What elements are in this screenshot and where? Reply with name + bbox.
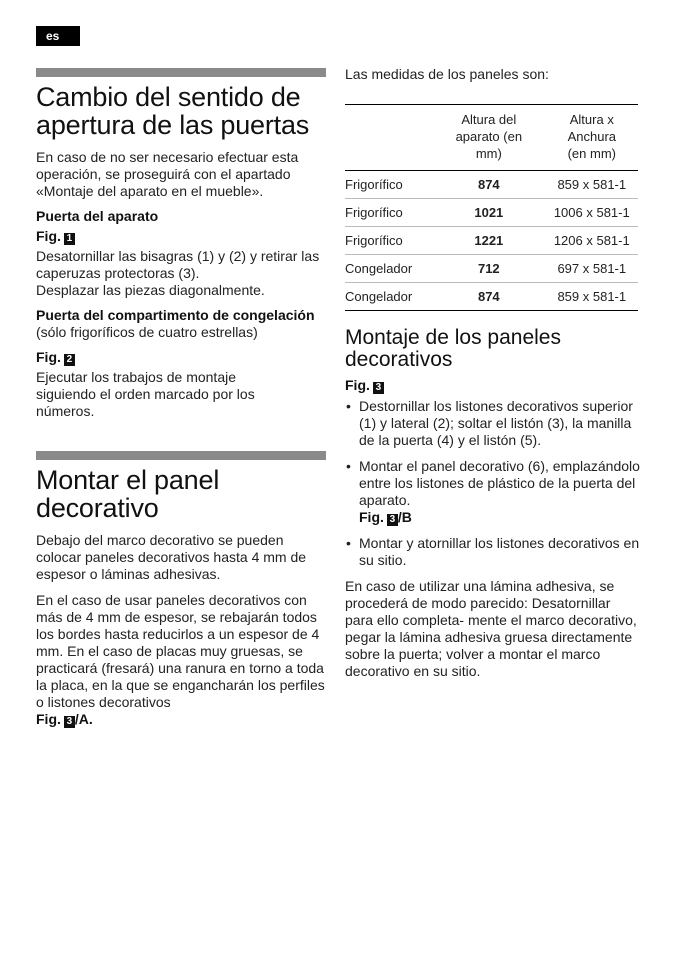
- language-tag: es: [36, 26, 80, 46]
- section-title-panel-mounting: Montaje de los paneles decorativos: [345, 326, 561, 371]
- step-text: Montar el panel decorativo (6), emplazándolo entre los listones de plástico de la puerta del aparato.: [359, 458, 640, 508]
- figure-label: Fig.: [359, 509, 384, 525]
- appliance-door-text-2: Desplazar las piezas diagonalmente.: [36, 282, 265, 298]
- table-cell: Frigorífico: [345, 199, 432, 227]
- figure-label: Fig.: [345, 377, 370, 393]
- figure-ref-3: [345, 377, 640, 394]
- right-column: [345, 66, 640, 680]
- table-cell: 697 x 581-1: [546, 255, 638, 283]
- table-cell: 1206 x 581-1: [546, 227, 638, 255]
- figure-suffix: /A.: [74, 711, 93, 727]
- table-cell: 1021: [432, 199, 546, 227]
- appliance-door-heading: Puerta del aparato: [36, 208, 159, 224]
- freezer-door-note: (sólo frigoríficos de cuatro estrellas): [36, 324, 258, 340]
- decor-panel-text-1: Debajo del marco decorativo se pueden colocar paneles decorativos hasta 4 mm de espesor o láminas adhesivas.: [36, 532, 307, 582]
- decor-panel-text-2: En el caso de usar paneles decorativos con más de 4 mm de espesor, se rebajarán todos los bordes hasta reducirlos a un espesor de 4 mm. En el caso de placas muy gruesas, se practicará (fresará) una ranura en torno a toda la placa, en la que se engancharán los perfiles o listones decorativos: [36, 592, 325, 710]
- step-text: Destornillar los listones decorativos superior (1) y lateral (2); soltar el listón (3), la manilla de la puerta (4) y el listón (5).: [359, 398, 633, 448]
- table-cell: 1221: [432, 227, 546, 255]
- figure-ref-3a: [36, 711, 326, 728]
- figure-label: Fig.: [36, 349, 61, 365]
- mounting-steps-list: [345, 398, 640, 569]
- figure-label: Fig.: [36, 711, 61, 727]
- table-cell: Frigorífico: [345, 227, 432, 255]
- figure-number-3: 3: [64, 716, 75, 728]
- table-cell: 859 x 581-1: [546, 171, 638, 199]
- figure-number-3: 3: [373, 382, 384, 394]
- left-column: [36, 68, 326, 728]
- panel-dimensions-table: [345, 104, 638, 311]
- list-item: [345, 458, 640, 526]
- table-cell: 874: [432, 171, 546, 199]
- door-reversal-intro: En caso de no ser necesario efectuar esta operación, se proseguirá con el apartado «Montaje del aparato en el mueble».: [36, 149, 299, 199]
- table-cell: 712: [432, 255, 546, 283]
- section-title-door-reversal: Cambio del sentido de apertura de las puertas: [36, 82, 310, 140]
- table-header: Altura x Anchura (en mm): [546, 105, 638, 171]
- figure-number-1: 1: [64, 233, 75, 245]
- table-row: [345, 283, 638, 311]
- table-cell: 874: [432, 283, 546, 311]
- table-cell: Congelador: [345, 283, 432, 311]
- table-cell: Frigorífico: [345, 171, 432, 199]
- figure-ref-3b: [359, 509, 640, 526]
- section-rule: [36, 451, 326, 460]
- table-cell: 1006 x 581-1: [546, 199, 638, 227]
- table-row: [345, 199, 638, 227]
- figure-number-2: 2: [64, 354, 75, 366]
- figure-ref-1: [36, 228, 326, 245]
- figure-number-3: 3: [387, 514, 398, 526]
- figure-suffix: /B: [397, 509, 412, 525]
- table-cell: 859 x 581-1: [546, 283, 638, 311]
- table-header: Altura del aparato (en mm): [432, 105, 546, 171]
- table-header: [345, 105, 432, 171]
- table-header-row: [345, 105, 638, 171]
- adhesive-sheet-text: En caso de utilizar una lámina adhesiva, se procederá de modo parecido: Desatornillar para ello completa- mente el marco decorativo, pegar la lámina adhesiva gruesa directamente sobre la puerta; volver a montar el marco decorativo en su sitio.: [345, 578, 637, 679]
- figure-ref-2: [36, 349, 326, 366]
- step-text: Montar y atornillar los listones decorativos en su sitio.: [359, 535, 640, 568]
- list-item: [345, 535, 640, 569]
- section-rule: [36, 68, 326, 77]
- table-cell: Congelador: [345, 255, 432, 283]
- freezer-door-text: Ejecutar los trabajos de montaje siguiendo el orden marcado por los números.: [36, 369, 255, 419]
- list-item: [345, 398, 640, 449]
- section-title-decor-panel: Montar el panel decorativo: [36, 465, 220, 523]
- table-row: [345, 227, 638, 255]
- freezer-door-heading: Puerta del compartimento de congelación: [36, 307, 315, 323]
- figure-label: Fig.: [36, 228, 61, 244]
- table-row: [345, 171, 638, 199]
- appliance-door-text-1: Desatornillar las bisagras (1) y (2) y retirar las caperuzas protectoras (3).: [36, 248, 320, 281]
- table-intro: Las medidas de los paneles son:: [345, 66, 549, 82]
- table-row: [345, 255, 638, 283]
